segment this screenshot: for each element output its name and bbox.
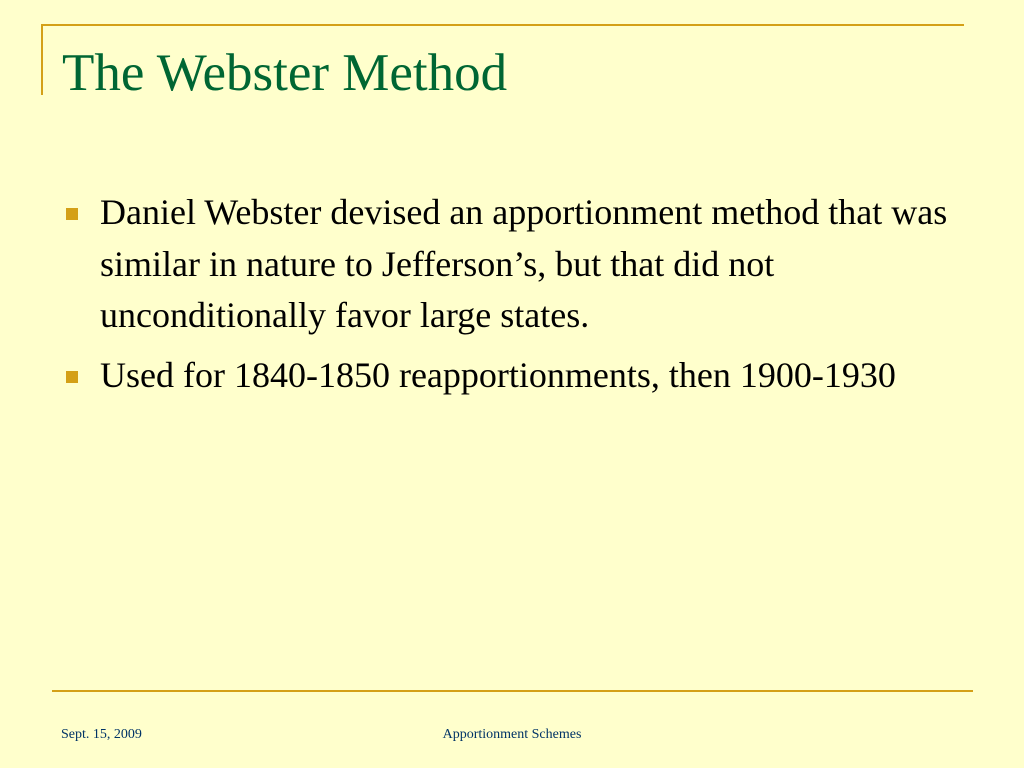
- footer-presentation-title: Apportionment Schemes: [442, 727, 582, 742]
- footer-date: Sept. 15, 2009: [61, 727, 142, 742]
- bullet-text: Daniel Webster devised an apportionment method that was similar in nature to Jefferson’s, but that did not unconditionally favor large states.: [100, 192, 948, 335]
- bullet-list: [60, 187, 970, 409]
- title-frame-top-line: [41, 24, 964, 26]
- square-bullet-icon: [66, 208, 78, 220]
- bullet-text: Used for 1840-1850 reapportionments, then 1900-1930: [100, 354, 896, 395]
- bullet-item-webster-method: [60, 187, 970, 342]
- slide-title: The Webster Method: [62, 44, 508, 102]
- square-bullet-icon: [66, 371, 78, 383]
- title-frame-left-line: [41, 24, 43, 95]
- bullet-item-usage-years: [60, 350, 970, 402]
- footer-divider: [52, 690, 973, 692]
